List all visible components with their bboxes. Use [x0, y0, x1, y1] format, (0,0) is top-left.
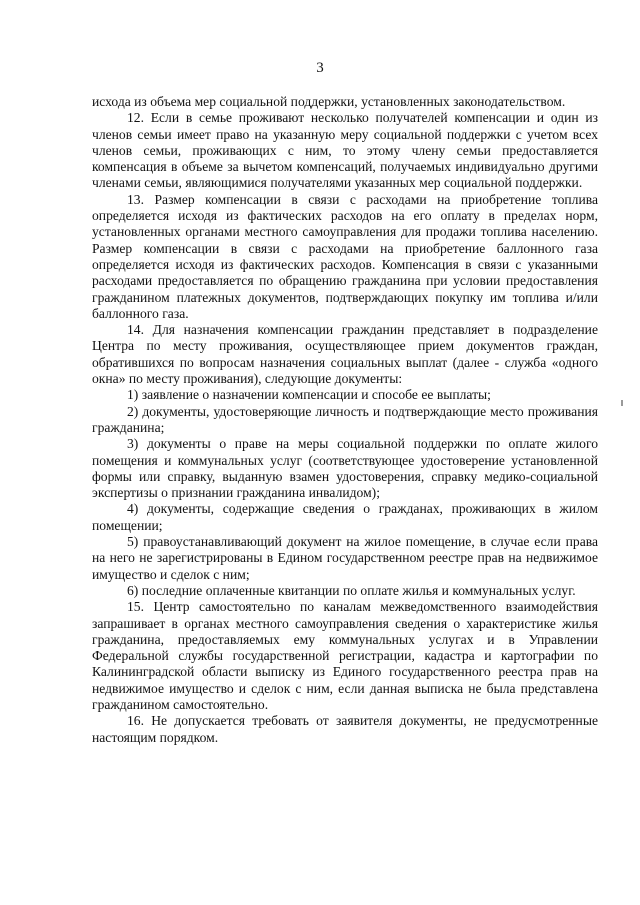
list-item-3: 3) документы о праве на меры социальной поддержки по оплате жилого помещения и коммунальных услуг (соответствующее удостоверение установленной формы или справку, выданную взамен удостоверения, справку медико-социальной экспертизы о признании гражданина инвалидом);: [92, 436, 598, 501]
list-item-1: 1) заявление о назначении компенсации и способе ее выплаты;: [127, 387, 491, 403]
page-number: 3: [316, 60, 324, 76]
paragraph-16: 16. Не допускается требовать от заявителя документы, не предусмотренные настоящим порядком.: [92, 713, 598, 745]
list-item-4: 4) документы, содержащие сведения о гражданах, проживающих в жилом помещении;: [92, 501, 598, 533]
list-item-2: 2) документы, удостоверяющие личность и подтверждающие место проживания гражданина;: [92, 403, 598, 435]
list-item-5: 5) правоустанавливающий документ на жилое помещение, в случае если права на него не зарегистрированы в Едином государственном реестре прав на недвижимое имущество и сделок с ним;: [92, 534, 598, 582]
paragraph-13: 13. Размер компенсации в связи с расходами на приобретение топлива определяется исходя из фактических расходов на его оплату в пределах норм, установленных органами местного самоуправления для продажи топлива населению. Размер компенсации в связи с расходами на приобретение баллонного газа определяется исходя из фактических расходов. Компенсация в связи с указанными расходами предоставляется по обращению гражданина при условии предоставления гражданином платежных документов, подтверждающих покупку им топлива и/или баллонного газа.: [92, 191, 598, 321]
document-body: [92, 94, 598, 746]
scan-margin-mark: [621, 400, 623, 406]
paragraph-15: 15. Центр самостоятельно по каналам межведомственного взаимодействия запрашивает в органах местного самоуправления сведения о характеристике жилья гражданина, предоставляемых ему коммунальных услугах и в Управлении Федеральной службы государственной регистрации, кадастра и картографии по Калининградской области выписку из Единого государственного реестра прав на недвижимое имущество и сделок с ним, если данная выписка не была представлена гражданином самостоятельно.: [92, 599, 598, 712]
paragraph-intro-continuation: исхода из объема мер социальной поддержки, установленных законодательством.: [92, 94, 566, 109]
list-item-6: 6) последние оплаченные квитанции по оплате жилья и коммунальных услуг.: [127, 582, 576, 598]
paragraph-14: 14. Для назначения компенсации гражданин представляет в подразделение Центра по месту проживания, осуществляющее прием документов граждан, обратившихся по вопросам назначения социальных выплат (далее - служба «одного окна» по месту проживания), следующие документы:: [92, 322, 598, 387]
paragraph-12: 12. Если в семье проживают несколько получателей компенсации и один из членов семьи имеет право на указанную меру социальной поддержки с учетом всех членов семьи, проживающих с ним, то этому члену семьи предоставляется компенсация в объеме за вычетом компенсаций, получаемых индивидуально другими членами семьи, являющимися получателями указанных мер социальной поддержки.: [92, 110, 598, 191]
